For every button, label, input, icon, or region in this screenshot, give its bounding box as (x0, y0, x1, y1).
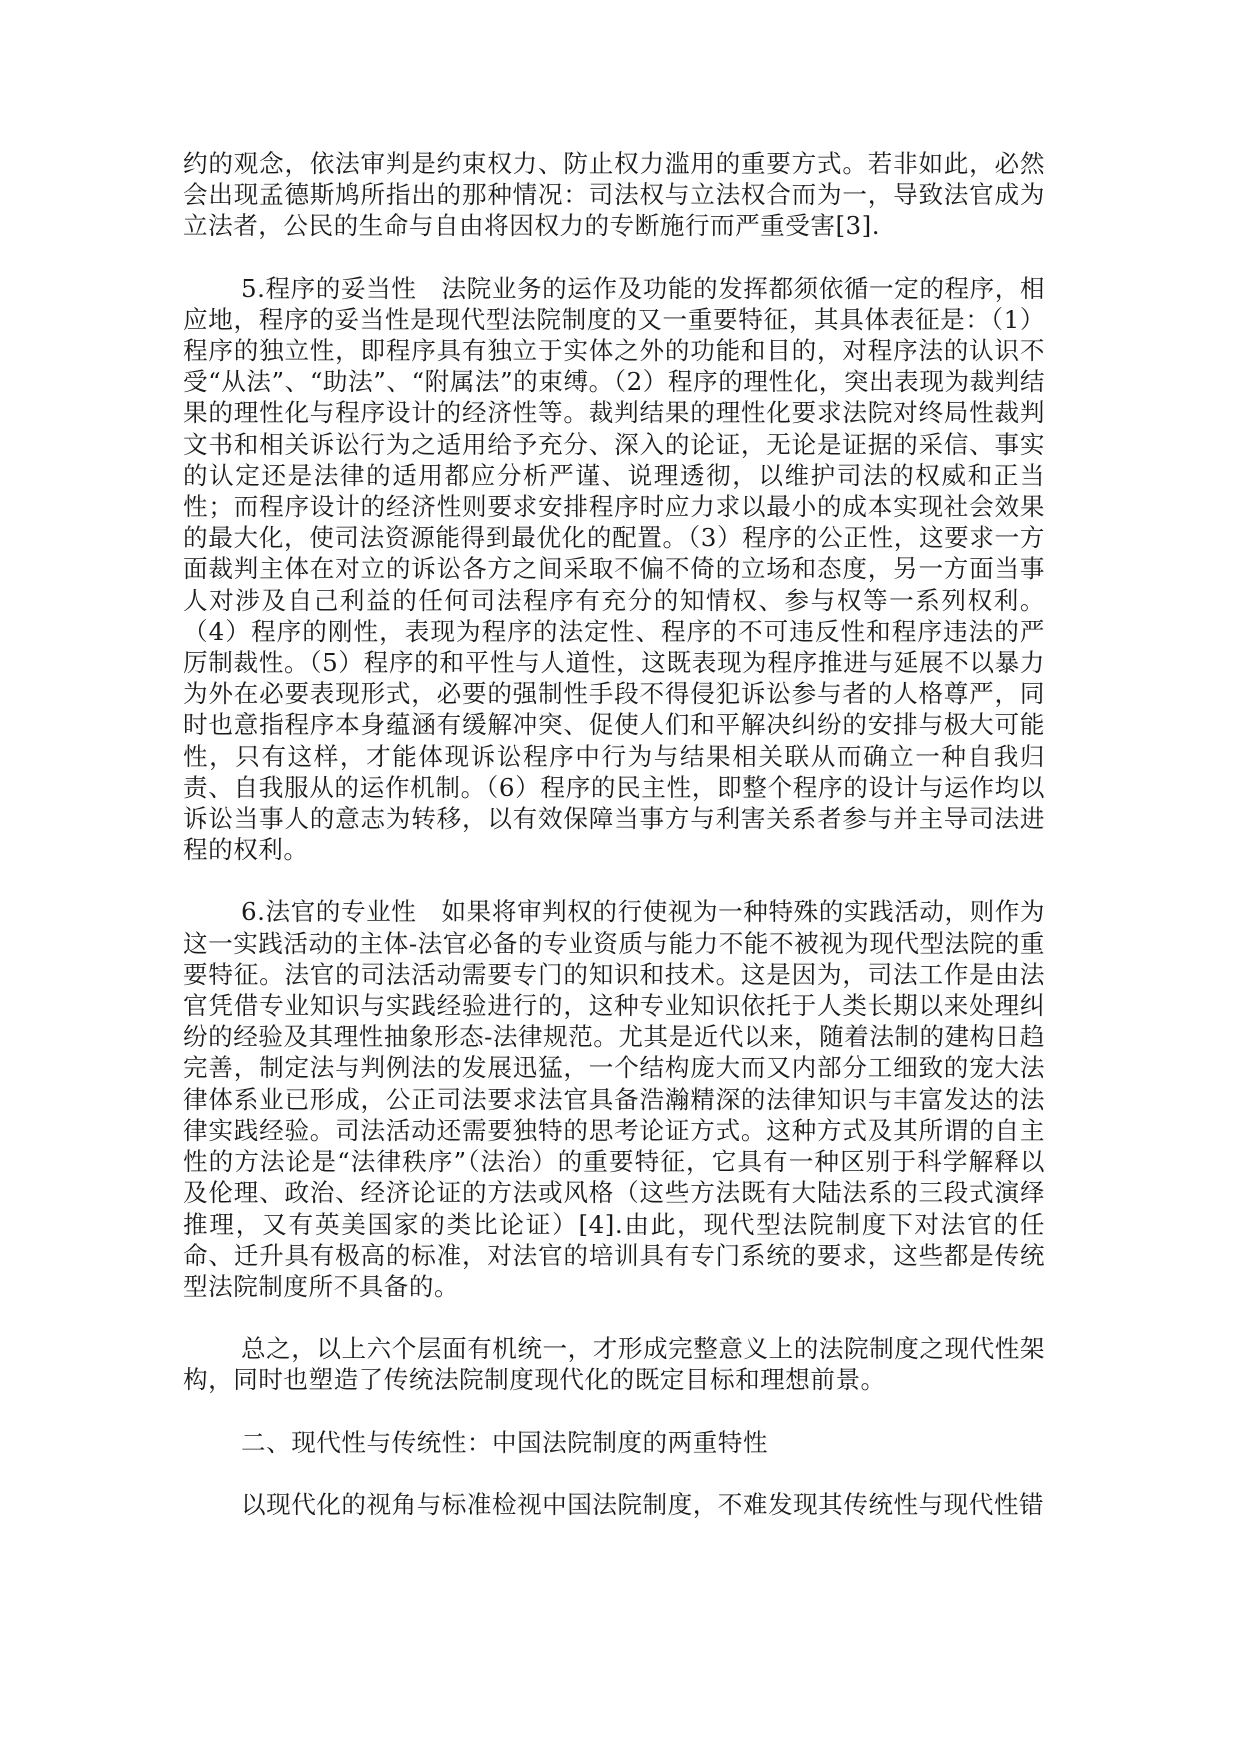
paragraph-spacer (183, 1396, 1045, 1427)
paragraph-spacer (183, 1458, 1045, 1489)
document-page (183, 148, 1045, 1520)
paragraph-spacer (183, 865, 1045, 896)
section-heading: 二、现代性与传统性：中国法院制度的两重特性 (241, 1427, 768, 1457)
paragraph-judge-professionalism: 6.法官的专业性 如果将审判权的行使视为一种特殊的实践活动，则作为这一实践活动的主体-法官必备的专业资质与能力不能不被视为现代型法院的重要特征。法官的司法活动需要专门的知识和技术。这是因为，司法工作是由法官凭借专业知识与实践经验进行的，这种专业知识依托于人类长期以来处理纠纷的经验及其理性抽象形态-法律规范。尤其是近代以来，随着法制的建构日趋完善，制定法与判例法的发展迅猛，一个结构庞大而又内部分工细致的宠大法律体系业已形成，公正司法要求法官具备浩瀚精深的法律知识与丰富发达的法律实践经验。司法活动还需要独特的思考论证方式。这种方式及其所谓的自主性的方法论是“法律秩序”（法治）的重要特征，它具有一种区别于科学解释以及伦理、政治、经济论证的方法或风格（这些方法既有大陆法系的三段式演绎推理，又有英美国家的类比论证）[4].由此，现代型法院制度下对法官的任命、迁升具有极高的标准，对法官的培训具有专门系统的要求，这些都是传统型法院制度所不具备的。 (183, 897, 1046, 1301)
paragraph-procedure-propriety: 5.程序的妥当性 法院业务的运作及功能的发挥都须依循一定的程序，相应地，程序的妥当性是现代型法院制度的又一重要特征，其具体表征是：（1）程序的独立性，即程序具有独立于实体之外的功能和目的，对程序法的认识不受“从法”、“助法”、“附属法”的束缚。（2）程序的理性化，突出表现为裁判结果的理性化与程序设计的经济性等。裁判结果的理性化要求法院对终局性裁判文书和相关诉讼行为之适用给予充分、深入的论证，无论是证据的采信、事实的认定还是法律的适用都应分析严谨、说理透彻，以维护司法的权威和正当性；而程序设计的经济性则要求安排程序时应力求以最小的成本实现社会效果的最大化，使司法资源能得到最优化的配置。（3）程序的公正性，这要求一方面裁判主体在对立的诉讼各方之间采取不偏不倚的立场和态度，另一方面当事人对涉及自己利益的任何司法程序有充分的知情权、参与权等一系列权利。（4）程序的刚性，表现为程序的法定性、程序的不可违反性和程序违法的严厉制裁性。（5）程序的和平性与人道性，这既表现为程序推进与延展不以暴力为外在必要表现形式，必要的强制性手段不得侵犯诉讼参与者的人格尊严，同时也意指程序本身蕴涵有缓解冲突、促使人们和平解决纠纷的安排与极大可能性，只有这样，才能体现诉讼程序中行为与结果相关联从而确立一种自我归责、自我服从的运作机制。（6）程序的民主性，即整个程序的设计与运作均以诉讼当事人的意志为转移，以有效保障当事方与利害关系者参与并主导司法进程的权利。 (183, 273, 1045, 865)
paragraph-continued: 约的观念，依法审判是约束权力、防止权力滥用的重要方式。若非如此，必然会出现孟德斯鸠所指出的那种情况：司法权与立法权合而为一，导致法官成为立法者，公民的生命与自由将因权力的专断施行而严重受害[3]. (183, 149, 1045, 241)
paragraph-summary: 总之，以上六个层面有机统一，才形成完整意义上的法院制度之现代性架构，同时也塑造了传统法院制度现代化的既定目标和理想前景。 (183, 1334, 1045, 1395)
paragraph-spacer (183, 242, 1045, 273)
paragraph-section-intro: 以现代化的视角与标准检视中国法院制度，不难发现其传统性与现代性错 (241, 1489, 1045, 1519)
paragraph-spacer (183, 1302, 1045, 1333)
